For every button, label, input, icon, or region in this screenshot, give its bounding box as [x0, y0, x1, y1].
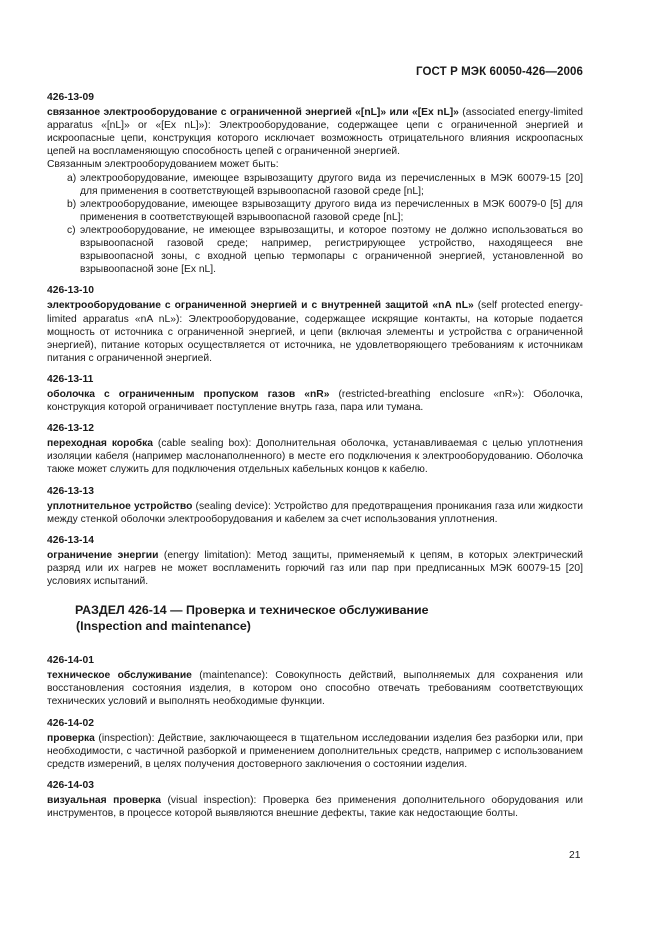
list-item-label: c): [67, 224, 76, 236]
list-item-text: электрооборудование, имеющее взрывозащиту другого вида из перечисленных в МЭК 60079-0 [5] для применения в соответствующей взрывоопасной газовой среде [nL];: [80, 198, 583, 223]
list-item: [47, 172, 583, 198]
definition-text: (visual inspection): Проверка без применения дополнительного оборудования или инструментов, в процессе которой выявляются внешние дефекты, такие как недостающие болты.: [47, 795, 583, 820]
term-number: 426-13-09: [47, 92, 94, 103]
definition-text: (cable sealing box): Дополнительная оболочка, устанавливаемая с целью уплотнения изоляции кабеля (например маслонаполненного) в месте его подключения к электрооборудованию. Оболочка также может служить для подключения отдельных кабельных концов к кабелю.: [47, 438, 583, 476]
term-definition: [47, 299, 583, 364]
term-number: 426-14-01: [47, 655, 94, 667]
document-body: [47, 91, 583, 828]
term-definition: [47, 500, 583, 526]
term-note: Связанным электрооборудованием может быть:: [47, 159, 279, 171]
list-item-text: электрооборудование, имеющее взрывозащиту другого вида из перечисленных в МЭК 60079-15 [20] для применения в соответствующей взрывоопасной газовой среде [nL];: [80, 172, 583, 197]
section-heading: [75, 602, 583, 634]
term-entry: [47, 654, 583, 708]
term-name: техническое обслуживание: [47, 670, 192, 682]
term-definition: [47, 437, 583, 476]
term-name: визуальная проверка: [47, 795, 162, 807]
term-name: уплотнительное устройство: [47, 500, 193, 512]
term-number: 426-13-14: [47, 534, 94, 546]
term-definition: [47, 549, 583, 588]
definition-text: (energy limitation): Метод защиты, применяемый к цепям, в которых электрический разряд или их нагрев не может воспламенить горючий газ или пар при предписанных МЭК 60079-15 [20] условиях испытаний.: [47, 549, 584, 588]
definition-text: (restricted-breathing enclosure «nR»): Оболочка, конструкция которой ограничивает поступление внутрь газа, пара или тумана.: [47, 388, 583, 414]
term-name: переходная коробка: [47, 438, 153, 450]
definition-text: (associated energy-limited apparatus «[nL]» or «[Ex nL]»): Электрооборудование, содержащее цепи с ограниченной энергией и искроопасные цепи, конструкция которого исключает возможность отрицательного влияния искроопасных цепей на воспламеняющую способность цепей с ограниченной энергией.: [47, 107, 583, 158]
term-entry: [47, 373, 583, 414]
term-number: 426-14-03: [47, 779, 94, 791]
term-entry: [47, 284, 583, 365]
section-subtitle: (Inspection and maintenance): [76, 619, 251, 634]
list-item-label: b): [67, 198, 77, 210]
term-definition: [47, 669, 583, 708]
page-number: 21: [569, 850, 581, 861]
term-entry: [47, 485, 583, 526]
definition-text: (inspection): Действие, заключающееся в тщательном исследовании изделия без разборки или, при необходимости, с частичной разборкой и применением дополнительных средств, например с использованием средств измерений, в целях получения достоверного заключения о состоянии изделия.: [47, 732, 583, 770]
term-name: ограничение энергии: [47, 549, 159, 561]
term-entry: [47, 422, 583, 476]
list-item-label: а): [67, 172, 77, 184]
term-name: связанное электрооборудование с ограниченной энергией «[nL]» или «[Ex nL]»: [47, 107, 459, 119]
definition-text: (maintenance): Совокупность действий, выполняемых для сохранения или восстановления состояния изделия, в котором оно способно отвечать требованиям соответствующих технических условий и выполнять необходимые функции.: [47, 670, 584, 708]
section-title: РАЗДЕЛ 426-14 — Проверка и техническое обслуживание: [75, 603, 429, 618]
term-number: 426-13-11: [47, 373, 94, 385]
term-number: 426-13-12: [47, 423, 94, 435]
term-items-list: [47, 172, 583, 277]
term-number: 426-13-10: [47, 285, 94, 297]
term-number: 426-13-13: [47, 485, 94, 497]
term-definition: [47, 732, 583, 771]
term-name: проверка: [47, 732, 95, 744]
list-item: [47, 224, 583, 276]
term-entry: [47, 717, 583, 771]
list-item-text: электрооборудование, не имеющее взрывозащиты, и которое поэтому не должно использоваться во взрывоопасной газовой среде; например, регистрирующее устройство, находящееся вне взрывоопасной зоны, с входной цепью термопары с ограниченной энергией, установленной во взрывоопасной зоне [Ex nL].: [80, 224, 583, 276]
definition-text: (self protected energy-limited apparatus «nA nL»): Электрооборудование, содержащее искрящие контакты, на которые подается мощность от источника с ограниченной энергией, и цепи (включая элементы и устройства с ограниченной энергией), питание которых осуществляется от источника, не удовлетворяющего требованиям к источникам питания с ограниченной энергией.: [47, 300, 583, 364]
term-name: оболочка с ограниченным пропуском газов «nR»: [47, 388, 330, 400]
list-item: [47, 198, 583, 224]
term-entry: [47, 91, 583, 276]
term-definition: [47, 794, 583, 820]
term-entry: [47, 534, 583, 588]
definition-text: (sealing device): Устройство для предотвращения проникания газа или жидкости между стенкой оболочки электрооборудования и кабелем за счет использования уплотнения.: [47, 500, 583, 525]
term-definition: [47, 106, 583, 158]
term-entry: [47, 779, 583, 820]
standard-header: ГОСТ Р МЭК 60050-426—2006: [416, 66, 583, 78]
term-definition: [47, 388, 583, 414]
term-name: электрооборудование с ограниченной энергией и с внутренней защитой «nA nL»: [47, 300, 474, 312]
term-number: 426-14-02: [47, 717, 94, 729]
